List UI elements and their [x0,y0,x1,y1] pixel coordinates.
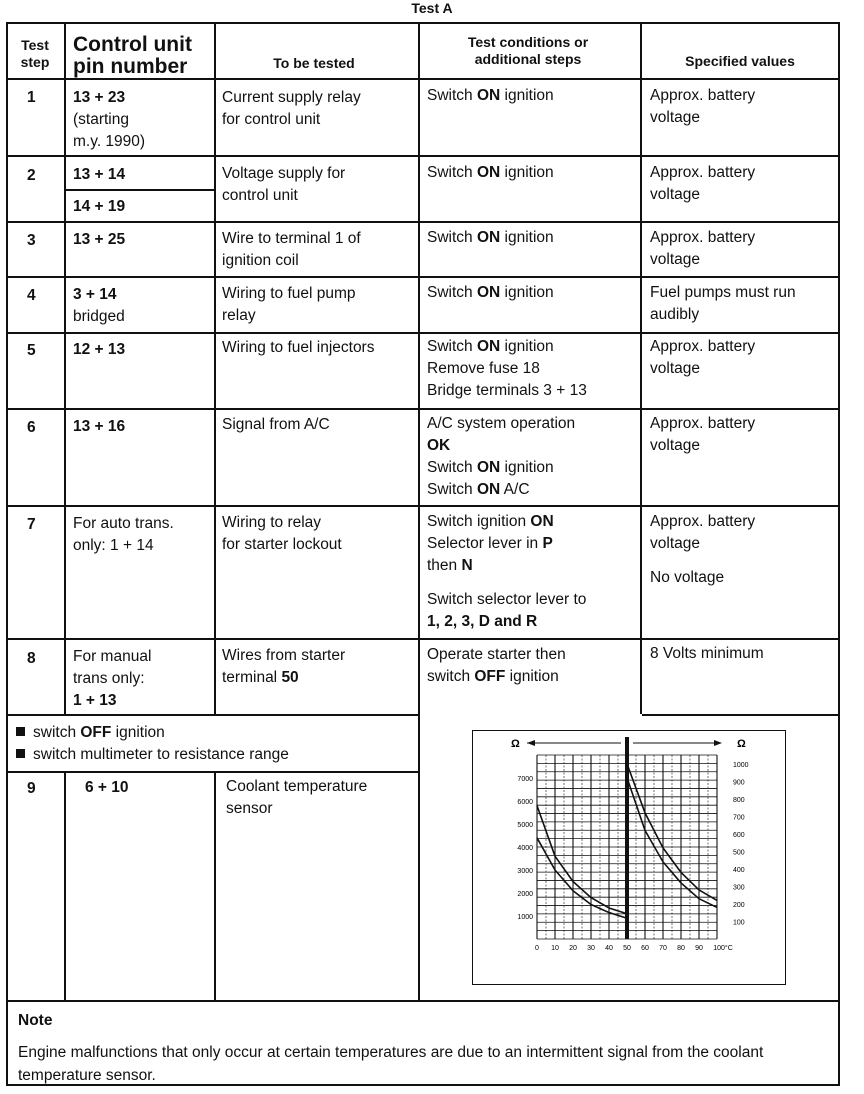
x-tick-label: 20 [569,945,577,952]
step-number: 5 [27,342,36,359]
left-axis-unit: Ω [511,738,520,750]
right-tick-label: 1000 [733,761,749,769]
arrow-left-icon [527,740,535,746]
step-number: 4 [27,287,36,304]
bullet-square-icon [16,749,25,758]
bullet-square-icon [16,727,25,736]
left-tick-label: 4000 [517,845,533,852]
page-title: Test A [411,0,453,16]
right-tick-label: 700 [733,814,745,822]
step-number: 7 [27,516,36,533]
left-tick-label: 3000 [517,868,533,875]
left-tick-label: 2000 [517,891,533,898]
right-tick-label: 200 [733,901,745,909]
pin-cell: 13 + 25 [73,231,126,248]
step-number: 3 [27,232,36,249]
step-number: 2 [27,167,36,184]
x-tick-label: 10 [551,945,559,952]
condition-cell: Switch ON ignition Remove fuse 18 Bridge terminals 3 + 13 [427,338,587,399]
pin-cell: For manual trans only: 1 + 13 [73,648,152,709]
spec-cell: Approx. battery voltage [650,229,756,268]
condition-cell: Switch ON ignition [427,229,554,246]
resistance-chart [472,730,786,985]
note-text: Engine malfunctions that only occur at certain temperatures are due to an intermittent signal from the coolant temperature sensor. [18,1044,764,1084]
spec-cell: Approx. battery voltage [650,338,756,377]
step-number: 1 [27,89,36,106]
instruction-item: switch multimeter to resistance range [16,744,289,766]
instruction-item: switch OFF ignition [16,722,165,744]
left-tick-label: 7000 [517,776,533,783]
spec-cell: Approx. battery voltage [650,87,756,126]
right-tick-label: 500 [733,849,745,857]
condition-cell: Switch ignition ON Selector lever in P then N Switch selector lever to 1, 2, 3, D and R [427,513,587,630]
left-tick-label: 5000 [517,822,533,829]
x-tick-label: 60 [641,945,649,952]
spec-cell: Approx. battery voltage No voltage [650,513,756,586]
x-tick-label: 30 [587,945,595,952]
tested-cell: Wiring to fuel pump relay [222,285,356,324]
pin-cell: 13 + 23 (starting m.y. 1990) [73,89,146,150]
spec-cell: Fuel pumps must run audibly [650,284,796,323]
right-tick-label: 100 [733,919,745,927]
right-tick-label: 900 [733,779,745,787]
chart-svg [473,731,784,983]
x-tick-label: 100°C [713,945,733,952]
note-title: Note [18,1012,53,1029]
condition-cell: A/C system operation OK Switch ON ignition Switch ON A/C [427,415,576,498]
pin-cell: 3 + 14 bridged [73,286,125,325]
condition-cell: Switch ON ignition [427,284,554,301]
x-tick-label: 80 [677,945,685,952]
tested-cell: Wire to terminal 1 of ignition coil [222,230,361,269]
tested-cell: Current supply relay for control unit [222,89,361,128]
right-tick-label: 400 [733,866,745,874]
x-tick-label: 70 [659,945,667,952]
left-tick-label: 1000 [517,914,533,921]
tested-cell: Wiring to fuel injectors [222,339,375,356]
condition-cell: Switch ON ignition [427,87,554,104]
header-pin: Control unit pin number [73,33,192,78]
spec-cell: Approx. battery voltage [650,415,756,454]
right-axis-unit: Ω [737,738,746,750]
pin-cell: 13 + 16 [73,418,126,435]
header-spec: Specified values [685,53,795,69]
pin-cell: 6 + 10 [85,779,129,796]
header-step: Test step [20,37,50,70]
x-tick-label: 0 [535,945,539,952]
condition-cell: Switch ON ignition [427,164,554,181]
header-tested: To be tested [273,55,355,71]
tested-cell: Voltage supply for control unit [222,165,346,204]
tested-cell: Wires from starter terminal 50 [222,647,346,686]
condition-cell: Operate starter then switch OFF ignition [427,646,566,685]
tested-cell: Wiring to relay for starter lockout [222,514,342,553]
spec-cell: 8 Volts minimum [650,645,764,662]
pin-cell: 12 + 13 [73,341,126,358]
tested-cell: Coolant temperature sensor [226,778,368,817]
right-tick-label: 800 [733,796,745,804]
left-tick-label: 6000 [517,799,533,806]
x-tick-label: 50 [623,945,631,952]
step-number: 8 [27,650,36,667]
step-number: 6 [27,419,36,436]
header-conditions: Test conditions or additional steps [467,34,589,67]
pin-cell: 14 + 19 [73,198,126,215]
right-tick-label: 300 [733,884,745,892]
arrow-right-icon [714,740,722,746]
pin-cell: 13 + 14 [73,166,126,183]
tested-cell: Signal from A/C [222,416,330,433]
step-number: 9 [27,780,36,797]
pin-cell: For auto trans. only: 1 + 14 [73,515,174,554]
x-tick-label: 90 [695,945,703,952]
spec-cell: Approx. battery voltage [650,164,756,203]
x-tick-label: 40 [605,945,613,952]
right-tick-label: 600 [733,831,745,839]
